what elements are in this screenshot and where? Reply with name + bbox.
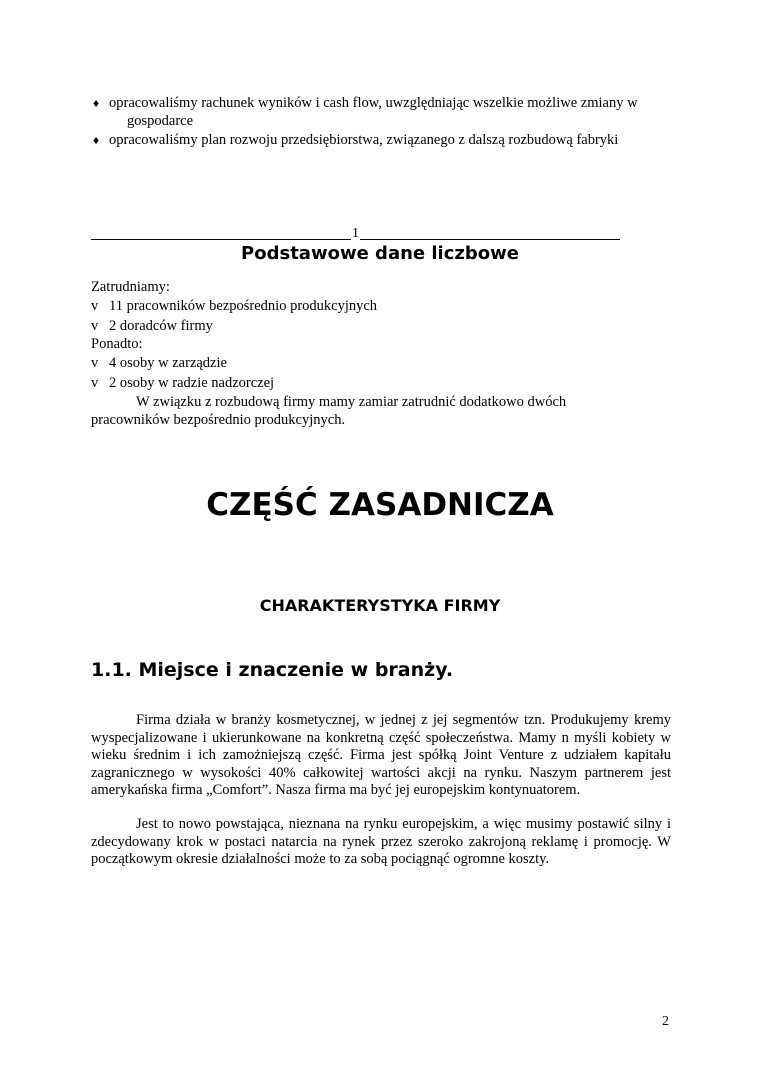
bullet-continuation: gospodarce [127, 113, 194, 129]
separator-line-right [360, 239, 620, 240]
diamond-bullet-icon: ♦ [93, 133, 100, 147]
list-item-text: 2 doradców firmy [109, 318, 213, 334]
list-item-text: 4 osoby w zarządzie [109, 355, 227, 371]
footnote-separator [91, 227, 620, 241]
page-number: 2 [662, 1014, 669, 1029]
check-bullet-icon: v [91, 318, 99, 334]
check-bullet-icon: v [91, 355, 99, 371]
check-bullet-icon: v [91, 375, 99, 391]
list-item [91, 317, 213, 336]
note-paragraph: W związku z rozbudową firmy mamy zamiar zatrudnić dodatkowo dwóch pracowników bezpośrednio produkcyjnych. [91, 394, 567, 428]
check-bullet-icon: v [91, 298, 99, 314]
list-item [91, 297, 377, 316]
list-item-text: 2 osoby w radzie nadzorczej [109, 375, 275, 391]
body-paragraph: Firma działa w branży kosmetycznej, w jednej z jej segmentów tzn. Produkujemy kremy wyspecjalizowane i ukierunkowane na konkretną część społeczeństwa. Mamy n myśli kobiety w wieku średnim i ich zamożniejszą część. Firma jest spółką Joint Venture z udziałem kapitału zagranicznego w wysokości 40% całkowitej wartości akcji na rynku. Naszym partnerem jest amerykańska firma „Comfort”. Nasza firma ma być jej europejskim kontynuatorem. [91, 712, 671, 799]
section-heading: 1.1. Miejsce i znaczenie w branży. [91, 659, 454, 681]
footnote-number: 1 [352, 226, 359, 241]
part-title: CZĘŚĆ ZASADNICZA [206, 487, 554, 523]
body-paragraph: Jest to nowo powstająca, nieznana na rynku europejskim, a więc musimy postawić silny i zdecydowany krok w postaci natarcia na rynek przez szeroko zakrojoną reklamę i promocję. W początkowym okresie działalności może to za sobą pociągnąć ogromne koszty. [91, 816, 671, 868]
bullet-text: opracowaliśmy plan rozwoju przedsiębiorstwa, związanego z dalszą rozbudową fabryki [109, 132, 619, 148]
list-item-text: 11 pracowników bezpośrednio produkcyjnych [109, 298, 378, 314]
bullet-item [93, 131, 618, 149]
separator-line-left [91, 239, 351, 240]
list-item [91, 374, 274, 393]
section-title: Podstawowe dane liczbowe [241, 243, 519, 264]
chapter-subtitle: CHARAKTERYSTYKA FIRMY [259, 596, 501, 615]
bullet-item [93, 94, 638, 112]
employ-label: Zatrudniamy: [91, 279, 170, 295]
bullet-text: opracowaliśmy rachunek wyników i cash flow, uwzględniając wszelkie możliwe zmiany w [109, 95, 638, 111]
list-item [91, 354, 227, 373]
besides-label: Ponadto: [91, 336, 143, 352]
diamond-bullet-icon: ♦ [93, 96, 100, 110]
